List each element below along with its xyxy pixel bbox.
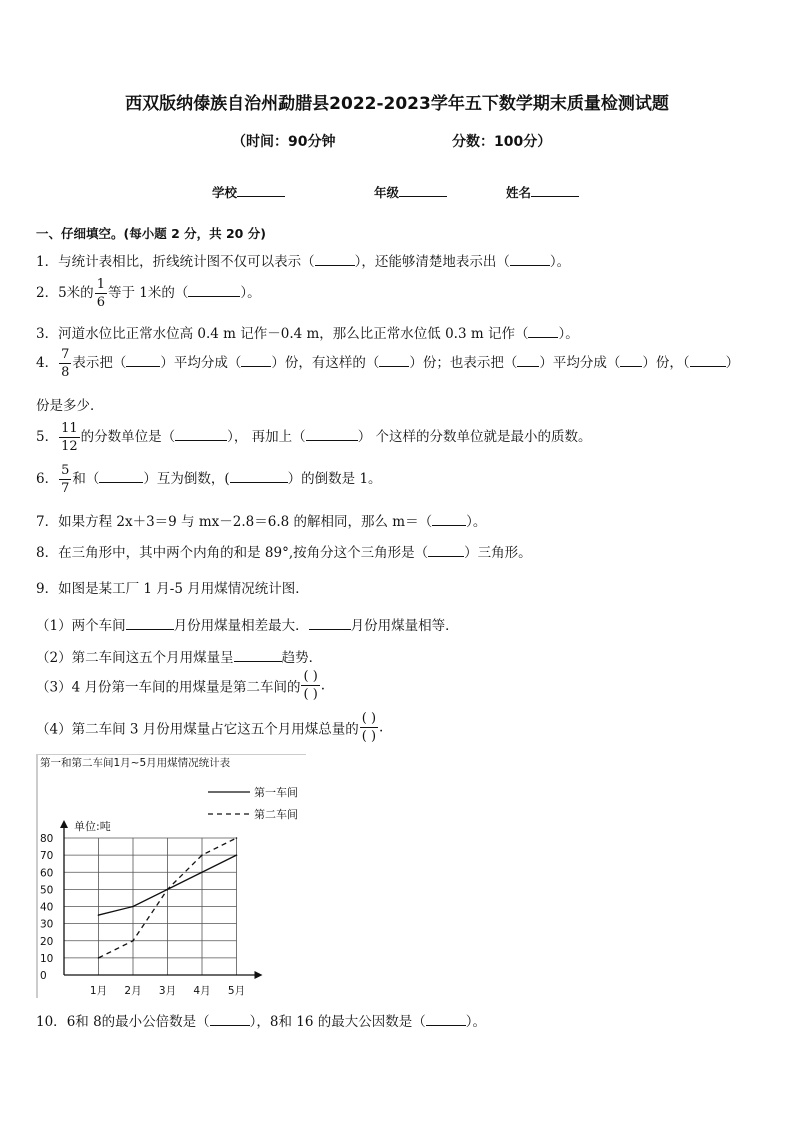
exam-time: （时间：90分钟 [232,134,336,150]
question-9-part-2: （2）第二车间这五个月用煤量呈 趋势． [36,650,323,666]
question-9-part-1: （1）两个车间 月份用煤量相差最大． 月份用煤量相等． [36,618,459,634]
question-9-part-4: （4）第二车间 3 月份用煤量占它这五个月用煤总量的 $\frac{( )}{( )}$ . [36,711,384,744]
answer-blank[interactable] [426,1013,466,1026]
exam-score: 分数：100分） [452,134,552,150]
answer-blank[interactable] [306,428,358,441]
question-8: 8．在三角形中，其中两个内角的和是 89°,按角分这个三角形是（ ）三角形。 [36,545,532,561]
question-5: 5． $\frac{11}{12}$ 的分数单位是（ ）， 再加上（ ） 个这样的分数单位就是最小的质数。 [36,421,592,454]
legend-label-series-2: 第二车间 [254,808,298,821]
answer-blank[interactable] [230,470,288,483]
question-2: 2．5米的 $\frac{1}{6}$ 等于 1米的（ ）。 [36,277,261,310]
answer-blank[interactable] [234,649,282,662]
question-3: 3．河道水位比正常水位高 0.4 m 记作－0.4 m，那么比正常水位低 0.3 m 记作（ ）。 [36,326,579,342]
fraction: $\frac{1}{6}$ [96,277,105,310]
x-tick-label: 1月 [89,985,108,997]
data-point-series-1 [132,906,134,908]
x-axis-arrow [255,971,263,979]
y-tick-label: 80 [40,833,54,845]
fraction-blank[interactable]: $\frac{( )}{( )}$ [303,669,318,702]
y-tick-label: 20 [40,935,54,948]
answer-blank[interactable] [432,513,466,526]
y-tick-label: 70 [40,850,54,863]
data-point-series-2 [236,837,238,839]
line-chart-svg [36,754,306,998]
page-title: 西双版纳傣族自治州勐腊县2022-2023学年五下数学期末质量检测试题 [125,94,669,114]
y-tick-label: 40 [40,901,54,914]
answer-blank[interactable] [690,354,726,367]
question-7: 7．如果方程 2x＋3＝9 与 mx－2.8＝6.8 的解相同，那么 m＝（ ）。 [36,514,487,530]
answer-blank[interactable] [510,253,550,266]
name-field[interactable]: 姓名 [506,183,579,201]
answer-blank[interactable] [309,617,351,630]
y-axis-label: 单位:吨 [74,820,111,833]
answer-blank[interactable] [210,1013,250,1026]
answer-blank[interactable] [99,470,143,483]
question-9-part-3: （3）4 月份第一车间的用煤量是第二车间的 $\frac{( )}{( )}$ . [36,669,326,702]
school-field[interactable]: 学校 [212,183,285,201]
fraction-blank[interactable]: $\frac{( )}{( )}$ [361,711,377,744]
question-4-line2: 份是多少． [36,398,104,414]
question-10: 10．6和 8的最小公倍数是（ ），8和 16 的最大公因数是（ ）。 [36,1014,487,1030]
data-point-series-2 [201,854,203,856]
answer-blank[interactable] [517,354,539,367]
answer-blank[interactable] [379,354,409,367]
y-axis-arrow [60,820,68,828]
data-point-series-1 [236,854,238,856]
question-4: 4． $\frac{7}{8}$ 表示把（ ）平均分成（ ）份，有这样的（ ）份；也表示把（ ）平均分成（ ）份，（ ） [36,347,740,380]
answer-blank[interactable] [620,354,642,367]
answer-blank[interactable] [428,544,464,557]
answer-blank[interactable] [126,617,174,630]
answer-blank[interactable] [528,325,558,338]
fraction: $\frac{5}{7}$ [61,463,70,496]
question-1: 1．与统计表相比，折线统计图不仅可以表示（ ），还能够清楚地表示出（ ）。 [36,254,571,270]
grade-field[interactable]: 年级 [374,183,447,201]
answer-blank[interactable] [188,284,240,297]
answer-blank[interactable] [175,428,227,441]
x-tick-label: 3月 [158,985,177,997]
section-heading: 一、仔细填空。(每小题 2 分，共 20 分) [36,226,266,241]
question-9: 9．如图是某工厂 1 月-5 月用煤情况统计图． [36,581,309,597]
legend-label-series-1: 第一车间 [254,786,298,799]
x-tick-label: 5月 [227,985,246,997]
data-point-series-2 [98,957,100,959]
y-tick-label: 30 [40,918,54,931]
x-tick-label: 2月 [124,985,142,997]
y-tick-label: 0 [40,970,47,982]
question-6: 6． $\frac{5}{7}$ 和（ ）互为倒数，( ）的倒数是 1。 [36,463,382,496]
data-point-series-2 [167,889,169,891]
y-tick-label: 10 [40,952,54,965]
answer-blank[interactable] [315,253,355,266]
x-tick-label: 4月 [193,985,211,997]
y-tick-label: 60 [40,867,54,880]
coal-usage-chart [36,754,306,998]
data-point-series-2 [132,940,134,942]
data-point-series-1 [98,914,100,916]
data-point-series-1 [201,871,203,873]
fraction: $\frac{11}{12}$ [61,421,78,454]
fraction: $\frac{7}{8}$ [61,347,70,380]
answer-blank[interactable] [241,354,271,367]
answer-blank[interactable] [126,354,160,367]
chart-title: 第一和第二车间1月~5月用煤情况统计表 [40,757,231,769]
y-tick-label: 50 [40,884,54,897]
